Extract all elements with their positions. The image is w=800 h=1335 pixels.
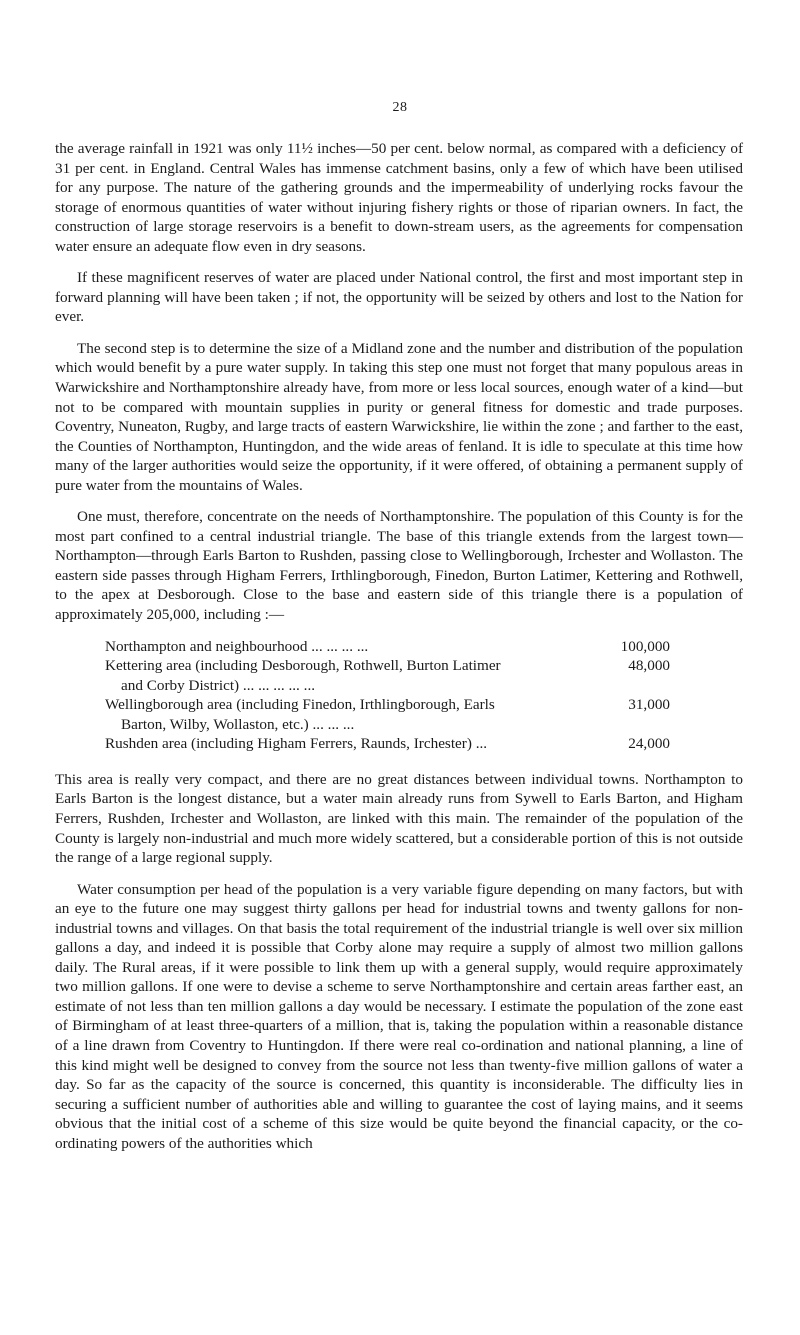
table-row [105,656,670,695]
population-value: 48,000 [628,657,670,675]
area-label-line: Kettering area (including Desborough, Rothwell, Burton Latimer [105,657,501,675]
population-value: 100,000 [620,637,670,655]
paragraph: One must, therefore, concentrate on the needs of Northamptonshire. The population of this County is for the most part confined to a central industrial triangle. The base of this triangle extends from the largest town—Northampton—through Earls Barton to Rushden, passing close to Wellingborough, Irchester and Wollaston. The eastern side passes through Higham Ferrers, Irthlingborough, Finedon, Burton Latimer, Kettering and Rothwell, to the apex at Desborough. Close to the base and eastern side of this triangle there is a population of approximately 205,000, including :— [55,508,743,624]
population-value: 24,000 [628,735,670,753]
population-value: 31,000 [628,696,670,714]
area-label-continuation: Barton, Wilby, Wollaston, etc.) ... ... ... [121,715,355,733]
area-label [105,637,590,657]
paragraph: This area is really very compact, and there are no great distances between individual towns. Northampton to Earls Barton is the longest distance, but a water main already runs from Sywell to Earls Barton, and Higham Ferrers, Rushden, Irchester and Wollaston, are linked with this main. The remainder of the population of the County is largely non-industrial and much more widely scattered, but a considerable portion of this is not outside the range of a large regional supply. [55,770,743,867]
area-label-line: Rushden area (including Higham Ferrers, Raunds, Irchester) ... [105,735,488,753]
paragraph: the average rainfall in 1921 was only 11½ inches—50 per cent. below normal, as compared with a deficiency of 31 per cent. in England. Central Wales has immense catchment basins, only a few of which have been utilised for any purpose. The nature of the gathering grounds and the impermeability of underlying rocks favour the storage of enormous quantities of water without injuring fishery rights or those of riparian owners. In fact, the construction of large storage reservoirs is a benefit to down-stream users, as the agreements for compensation water ensure an adequate flow even in dry seasons. [55,140,743,255]
area-label-continuation: and Corby District) ... ... ... ... ... [121,676,316,694]
table-row [105,734,670,754]
population-table [55,637,670,754]
page-body [55,139,743,1165]
table-row [105,637,670,657]
paragraph: The second step is to determine the size of a Midland zone and the number and distribution of the population which would benefit by a pure water supply. In taking this step one must not forget that many populous areas in Warwickshire and Northamptonshire already have, from more or less local sources, enough water of a kind—but not to be compared with mountain supplies in purity or general fitness for domestic and trade purposes. Coventry, Nuneaton, Rugby, and large tracts of eastern Warwickshire, lie within the zone ; and farther to the east, the Counties of Northampton, Huntingdon, and the wide areas of fenland. It is idle to speculate at this time how many of the larger authorities would seize the opportunity, if it were offered, of obtaining a permanent supply of pure water from the mountains of Wales. [55,339,743,494]
paragraph: If these magnificent reserves of water are placed under National control, the first and most important step in forward planning will have been taken ; if not, the opportunity will be seized by others and lost to the Nation for ever. [55,269,743,326]
area-label [105,656,590,695]
area-label-line: Northampton and neighbourhood ... ... ... ... [105,637,369,655]
table-row [105,695,670,734]
area-label [105,734,590,754]
paragraph: Water consumption per head of the population is a very variable figure depending on many factors, but with an eye to the future one may suggest thirty gallons per head for industrial towns and twenty gallons for non-industrial towns and villages. On that basis the total requirement of the industrial triangle is well over six million gallons a day, and indeed it is possible that Corby alone may require a supply of almost two million gallons daily. The Rural areas, if it were possible to link them up with a general supply, would require approximately two million gallons. If one were to devise a scheme to serve Northamptonshire and certain areas farther east, an estimate of not less than ten million gallons a day would be necessary. I estimate the population of the zone east of Birmingham of at least three-quarters of a million, that is, taking the population within a reasonable distance of a line drawn from Coventry to Huntingdon. If there were real co-ordination and national planning, a line of this kind might well be designed to convey from the source not less than twenty-five million gallons of water a day. So far as the capacity of the source is concerned, this quantity is inconsiderable. The difficulty lies in securing a sufficient number of authorities able and willing to guarantee the cost of laying mains, and it seems obvious that the initial cost of a scheme of this size would be quite beyond the financial capacity, or the co-ordinating powers of the authorities which [55,880,743,1152]
page-number: 28 [392,100,408,115]
area-label [105,695,590,734]
area-label-line: Wellingborough area (including Finedon, Irthlingborough, Earls [105,696,495,714]
